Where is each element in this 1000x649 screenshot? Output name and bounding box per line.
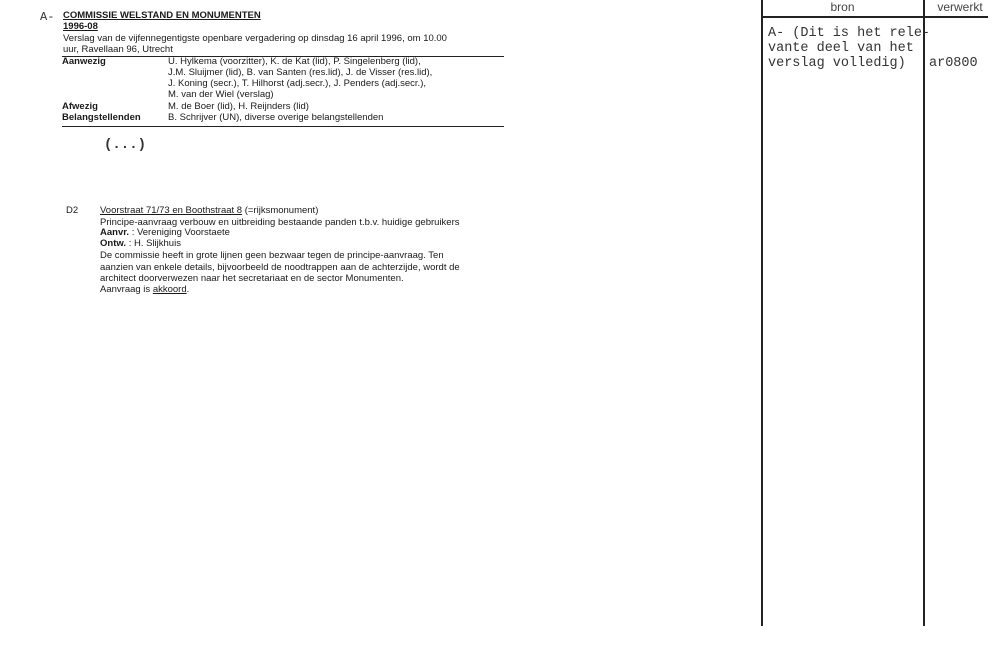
document-title: COMMISSIE WELSTAND EN MONUMENTEN — [63, 10, 261, 21]
designer-value: : H. Slijkhuis — [128, 238, 181, 249]
absent-value: M. de Boer (lid), H. Reijnders (lid) — [168, 101, 309, 112]
bron-note-line-2: vante deel van het — [768, 41, 914, 56]
applicant-value: : Vereniging Voorstaete — [131, 227, 230, 238]
margin-marker: A- — [40, 10, 55, 24]
stakeholders-value: B. Schrijver (UN), diverse overige belangstellenden — [168, 112, 384, 123]
rule-bottom — [62, 126, 504, 127]
column-divider-left — [761, 0, 763, 626]
item-designer — [100, 238, 181, 250]
intro-line-2: uur, Ravellaan 96, Utrecht — [63, 44, 173, 55]
item-address-line — [100, 205, 318, 217]
bron-header: bron — [830, 0, 855, 14]
document-number: 1996-08 — [63, 21, 98, 32]
item-applicant — [100, 227, 230, 239]
item-text-2: aanzien van enkele details, bijvoorbeeld de noodtrappen aan de achterzijde, wordt de — [100, 262, 460, 273]
bron-note-line-1: A- (Dit is het rele- — [768, 26, 931, 41]
item-description: Principe-aanvraag verbouw en uitbreiding bestaande panden t.b.v. huidige gebruikers — [100, 217, 460, 228]
present-line-3: J. Koning (secr.), T. Hilhorst (adj.secr.), J. Penders (adj.secr.), — [168, 78, 426, 89]
column-divider-middle — [923, 0, 925, 626]
item-conclusion — [100, 284, 189, 296]
designer-label: Ontw. — [100, 238, 127, 249]
item-code: D2 — [66, 205, 79, 216]
present-line-2: J.M. Sluijmer (lid), B. van Santen (res.lid), J. de Visser (res.lid), — [168, 67, 433, 78]
item-address: Voorstraat 71/73 en Boothstraat 8 — [100, 205, 243, 216]
present-line-1: U. Hylkema (voorzitter), K. de Kat (lid), P. Singelenberg (lid), — [168, 56, 421, 67]
conclusion-suffix: . — [186, 284, 190, 295]
conclusion-value: akkoord — [152, 284, 187, 295]
conclusion-prefix: Aanvraag is — [100, 284, 153, 295]
stakeholders-label: Belangstellenden — [62, 112, 141, 123]
absent-label: Afwezig — [62, 101, 98, 112]
verwerkt-header: verwerkt — [937, 0, 983, 14]
item-text-3: architect doorverwezen naar het secretariaat en de sector Monumenten. — [100, 273, 404, 284]
present-line-4: M. van der Wiel (verslag) — [168, 89, 274, 100]
verwerkt-code: ar0800 — [929, 56, 978, 71]
header-underline — [762, 16, 988, 18]
item-text-1: De commissie heeft in grote lijnen geen bezwaar tegen de principe-aanvraag. Ten — [100, 250, 444, 261]
bron-note-line-3: verslag volledig) — [768, 56, 906, 71]
applicant-label: Aanvr. — [100, 227, 130, 238]
item-address-note: (=rijksmonument) — [242, 205, 319, 216]
ellipsis: (...) — [104, 137, 147, 153]
present-label: Aanwezig — [62, 56, 106, 67]
intro-line-1: Verslag van de vijfennegentigste openbare vergadering op dinsdag 16 april 1996, om 10.00 — [63, 33, 447, 44]
